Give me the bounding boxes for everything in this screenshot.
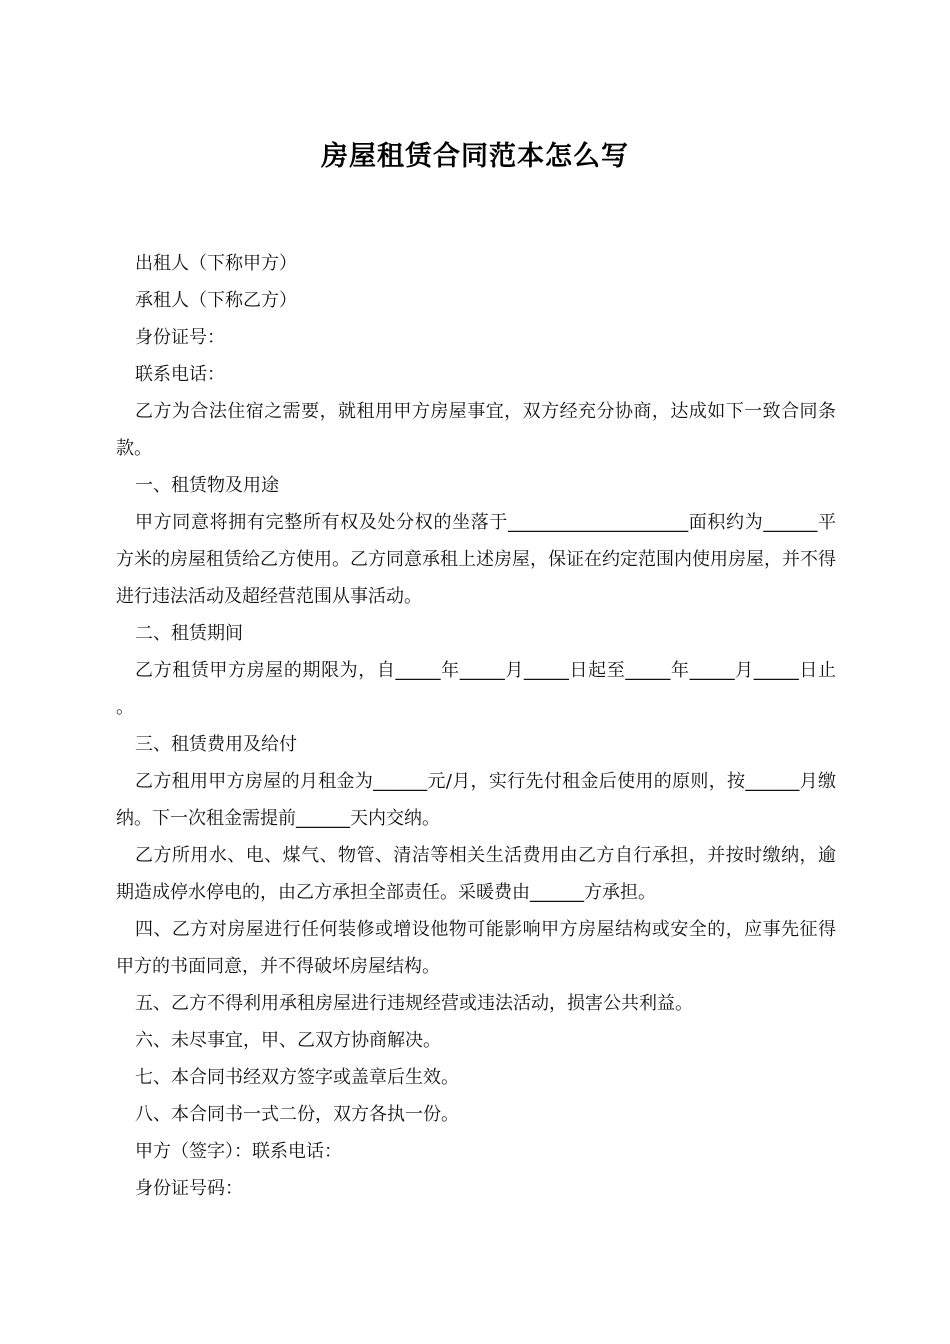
party-a-id-line: 身份证号码：: [135, 1178, 243, 1199]
id-number-line: 身份证号：: [135, 327, 225, 348]
utilities-paragraph: 乙方所用水、电、煤气、物管、清洁等相关生活费用由乙方自行承担，并按时缴纳，逾期造成停水停电的，由乙方承担全部责任。采暖费由______方承担。: [116, 845, 836, 903]
section-1-paragraph: 甲方同意将拥有完整所有权及处分权的坐落于____________________面积约为______平方米的房屋租赁给乙方使用。乙方同意承租上述房屋，保证在约定范围内使用房屋，并不得进行违法活动及超经营范围从事活动。: [116, 512, 836, 607]
section-2-paragraph: 乙方租赁甲方房屋的期限为，自_____年_____月_____日起至_____年_____月_____日止。: [116, 660, 836, 718]
section-3-heading: 三、租赁费用及给付: [135, 734, 297, 755]
document-title: 房屋租赁合同范本怎么写: [321, 141, 629, 172]
lessee-line: 承租人（下称乙方）: [135, 290, 297, 311]
section-1-heading: 一、租赁物及用途: [135, 475, 279, 496]
rent-paragraph: 乙方租用甲方房屋的月租金为______元/月，实行先付租金后使用的原则，按______月缴纳。下一次租金需提前______天内交纳。: [116, 771, 836, 829]
section-2-heading: 二、租赁期间: [135, 623, 243, 644]
section-7-line: 七、本合同书经双方签字或盖章后生效。: [135, 1067, 459, 1088]
preamble-paragraph: 乙方为合法住宿之需要，就租用甲方房屋事宜，双方经充分协商，达成如下一致合同条款。: [116, 401, 836, 459]
section-4-paragraph: 四、乙方对房屋进行任何装修或增设他物可能影响甲方房屋结构或安全的，应事先征得甲方的书面同意，并不得破坏房屋结构。: [116, 919, 836, 977]
section-5-line: 五、乙方不得利用承租房屋进行违规经营或违法活动，损害公共利益。: [135, 993, 693, 1014]
section-8-line: 八、本合同书一式二份，双方各执一份。: [135, 1104, 459, 1125]
lessor-line: 出租人（下称甲方）: [135, 253, 297, 274]
phone-line: 联系电话：: [135, 364, 225, 385]
section-6-line: 六、未尽事宜，甲、乙双方协商解决。: [135, 1030, 441, 1051]
document-body: [116, 245, 836, 1207]
party-a-signature-line: 甲方（签字）：联系电话：: [135, 1141, 342, 1162]
